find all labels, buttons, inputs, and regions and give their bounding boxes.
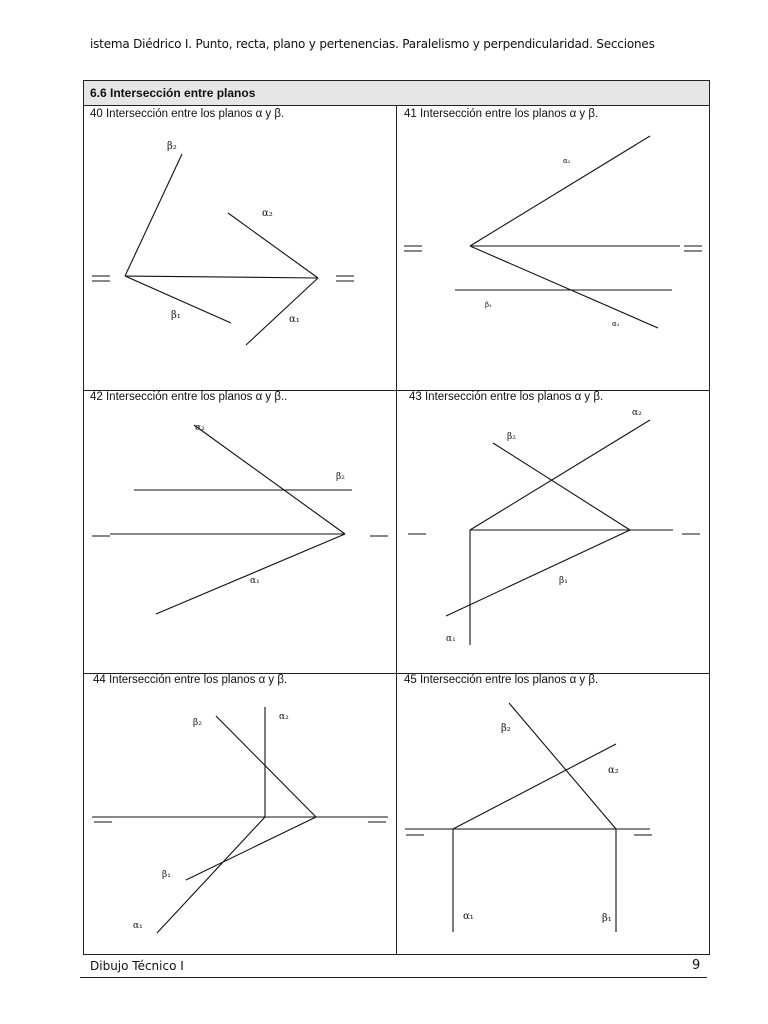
label-beta2: β₂ [501,723,511,734]
alpha1-trace [470,246,658,328]
exercise-41-drawing [404,136,702,328]
exercise-44-drawing [92,707,388,933]
label-alpha2: α₂ [632,408,642,418]
alpha2-trace [470,420,650,530]
label-beta1: β₁ [485,301,492,309]
alpha1-trace [156,534,345,614]
label-alpha1: α₁ [289,314,300,325]
alpha1-trace [246,278,318,345]
exercise-43-drawing [408,420,700,645]
label-alpha2: α₂ [279,712,289,722]
label-beta2: β₂ [507,432,516,442]
label-beta2: β₂ [336,472,345,482]
beta2-trace [216,716,316,817]
exercise-45-drawing [405,703,652,932]
exercise-42-drawing [92,425,388,614]
label-beta2: β₂ [193,718,202,728]
label-alpha1: α₁ [133,921,143,931]
beta2-trace [493,443,630,530]
alpha2-trace [453,744,616,829]
exercise-40-title: 40 Intersección entre los planos α y β. [90,108,285,120]
beta1-trace [186,817,316,880]
page-number: 9 [692,958,701,973]
exercise-44-title: 44 Intersección entre los planos α y β. [93,674,288,686]
exercise-40-drawing [92,154,354,345]
exercise-43-title: 43 Intersección entre los planos α y β. [409,391,604,403]
section-title: 6.6 Intersección entre planos [84,81,709,106]
label-alpha2: α₂ [608,765,619,776]
exercise-42-title: 42 Intersección entre los planos α y β.. [90,391,288,403]
footer-rule [80,977,707,978]
label-alpha1: α₁ [250,576,260,586]
label-alpha1: α₁ [463,911,474,922]
ground-line [125,276,318,278]
page-header: istema Diédrico I. Punto, recta, plano y pertenencias. Paralelismo y perpendicularidad. Secciones [90,37,655,51]
alpha2-trace [194,425,345,534]
beta1-trace [446,530,630,616]
label-beta1: β₁ [602,913,612,924]
label-alpha2: α₂ [195,423,205,433]
exercise-45-title: 45 Intersección entre los planos α y β. [404,674,599,686]
label-beta1: β₁ [559,576,568,586]
label-alpha2: α₂ [262,208,273,219]
beta2-trace [125,154,182,276]
label-beta2: β₂ [167,141,177,152]
alpha2-trace [228,213,318,278]
alpha2-trace [470,136,650,246]
label-alpha1: α₁ [612,320,620,328]
label-beta1: β₁ [171,310,181,321]
alpha1-trace [157,817,265,933]
label-beta1: β₁ [162,870,171,880]
footer-subject: Dibujo Técnico I [90,959,184,973]
label-alpha1: α₁ [446,634,456,644]
beta2-trace [509,703,616,829]
label-alpha2: α₂ [563,157,571,165]
exercise-41-title: 41 Intersección entre los planos α y β. [404,108,599,120]
